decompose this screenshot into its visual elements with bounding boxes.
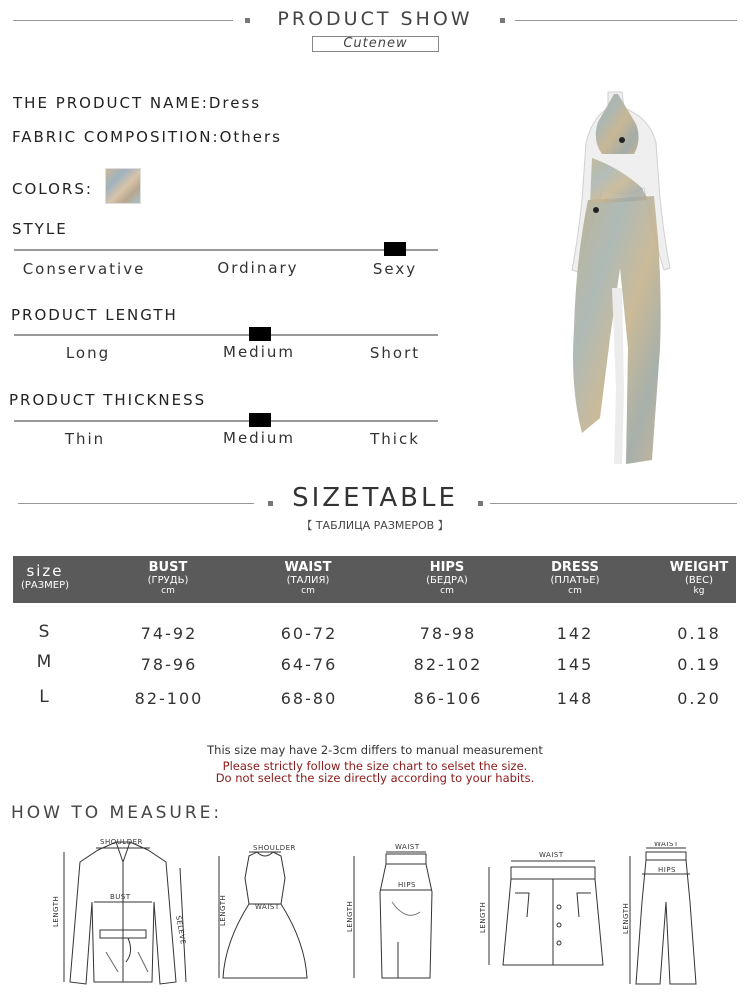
length-label: LENGTH [52,895,60,927]
style-scale-line [14,249,438,251]
row-l-hips: 86-106 [413,689,483,708]
dress-length-label: LENGTH [219,894,227,926]
row-m-weight: 0.19 [677,655,721,674]
style-option-conservative: Conservative [22,260,146,278]
halter-top [596,94,639,154]
note-measurement: This size may have 2-3cm differs to manual measurement [207,743,543,757]
fabric-composition: FABRIC COMPOSITION:Others [12,128,282,146]
thickness-option-thin: Thin [64,430,106,448]
row-m-dress: 145 [556,655,594,674]
style-option-ordinary: Ordinary [217,259,299,277]
dress-shoulder-label: SHOULDER [253,844,296,852]
row-s-size: S [38,622,52,642]
skirt-measure-diagram [340,842,450,987]
row-s-bust: 74-92 [140,624,198,643]
length-scale-line [14,334,438,336]
colors-label: COLORS: [12,180,93,198]
row-m-size: M [36,652,54,672]
bust-label: BUST [110,893,131,901]
style-title: STYLE [12,220,68,238]
thickness-marker [249,413,271,427]
length-title: PRODUCT LENGTH [11,306,178,324]
dress-waist-label: WAIST [255,903,280,911]
skirt-waist-label: WAIST [395,843,420,851]
row-s-dress: 142 [556,624,594,643]
col-bust: BUST (ГРУДЬ) cm [147,560,189,596]
note-warning-2: Do not select the size directly according to your habits. [215,771,535,785]
sleeve-label: SELEVE [174,914,188,946]
sizetable-dot-right [478,501,483,506]
row-s-weight: 0.18 [677,624,721,643]
shorts-waist-label: WAIST [539,851,564,859]
thickness-option-thick: Thick [370,430,420,448]
row-l-weight: 0.20 [677,689,721,708]
thickness-scale-line [14,420,438,422]
product-photo [530,88,720,473]
col-hips: HIPS (БЕДРА) cm [426,560,468,596]
length-option-long: Long [65,344,111,362]
mannequin-leg [612,288,624,464]
row-s-hips: 78-98 [419,624,477,643]
col-size: size (РАЗМЕР) [20,562,70,591]
row-s-waist: 60-72 [280,624,338,643]
skirt-length-label: LENGTH [346,900,354,932]
thickness-title: PRODUCT THICKNESS [9,391,207,409]
row-m-waist: 64-76 [280,655,338,674]
pants-measure-diagram [620,842,710,992]
shoulder-label: SHOULDER [100,838,143,846]
shorts-measure-diagram [475,847,615,977]
skirt-hips-label: HIPS [398,881,416,889]
page-title: PRODUCT SHOW [277,8,473,30]
shorts-length-label: LENGTH [479,901,487,933]
size-table-header [13,556,736,603]
header-rule-right [515,20,737,21]
color-swatch[interactable] [105,168,141,204]
sizetable-rule-right [490,503,737,504]
col-weight: WEIGHT (ВЕС) kg [669,560,729,596]
thickness-option-medium: Medium [223,429,295,447]
skirt-button [593,207,599,213]
sizetable-title: SIZETABLE [292,483,458,513]
row-m-bust: 78-96 [140,655,198,674]
length-option-short: Short [369,344,421,362]
dress-measure-diagram [215,842,315,987]
length-marker [249,327,271,341]
pants-waist-label: WAIST [654,842,679,848]
header-dot-right [500,18,505,23]
col-dress: DRESS (ПЛАТЬЕ) cm [550,560,600,596]
style-option-sexy: Sexy [372,260,418,278]
brand-subtitle: Cutenew [312,36,439,52]
row-l-bust: 82-100 [134,689,204,708]
pants-length-label: LENGTH [622,902,630,934]
sizetable-subtitle: 【 ТАБЛИЦА РАЗМЕРОВ 】 [301,519,449,532]
jacket-measure-diagram [48,832,198,992]
pants-hips-label: HIPS [658,866,676,874]
product-name: THE PRODUCT NAME:Dress [13,94,262,112]
row-l-size: L [39,687,51,707]
col-waist: WAIST (ТАЛИЯ) cm [284,560,332,596]
style-marker [384,242,406,256]
row-l-dress: 148 [556,689,594,708]
note-warning-1: Please strictly follow the size chart to selset the size. [222,759,528,773]
row-m-hips: 82-102 [413,655,483,674]
row-l-waist: 68-80 [280,689,338,708]
how-to-measure-title: HOW TO MEASURE: [11,803,223,823]
length-option-medium: Medium [223,343,295,361]
top-button [619,137,625,143]
